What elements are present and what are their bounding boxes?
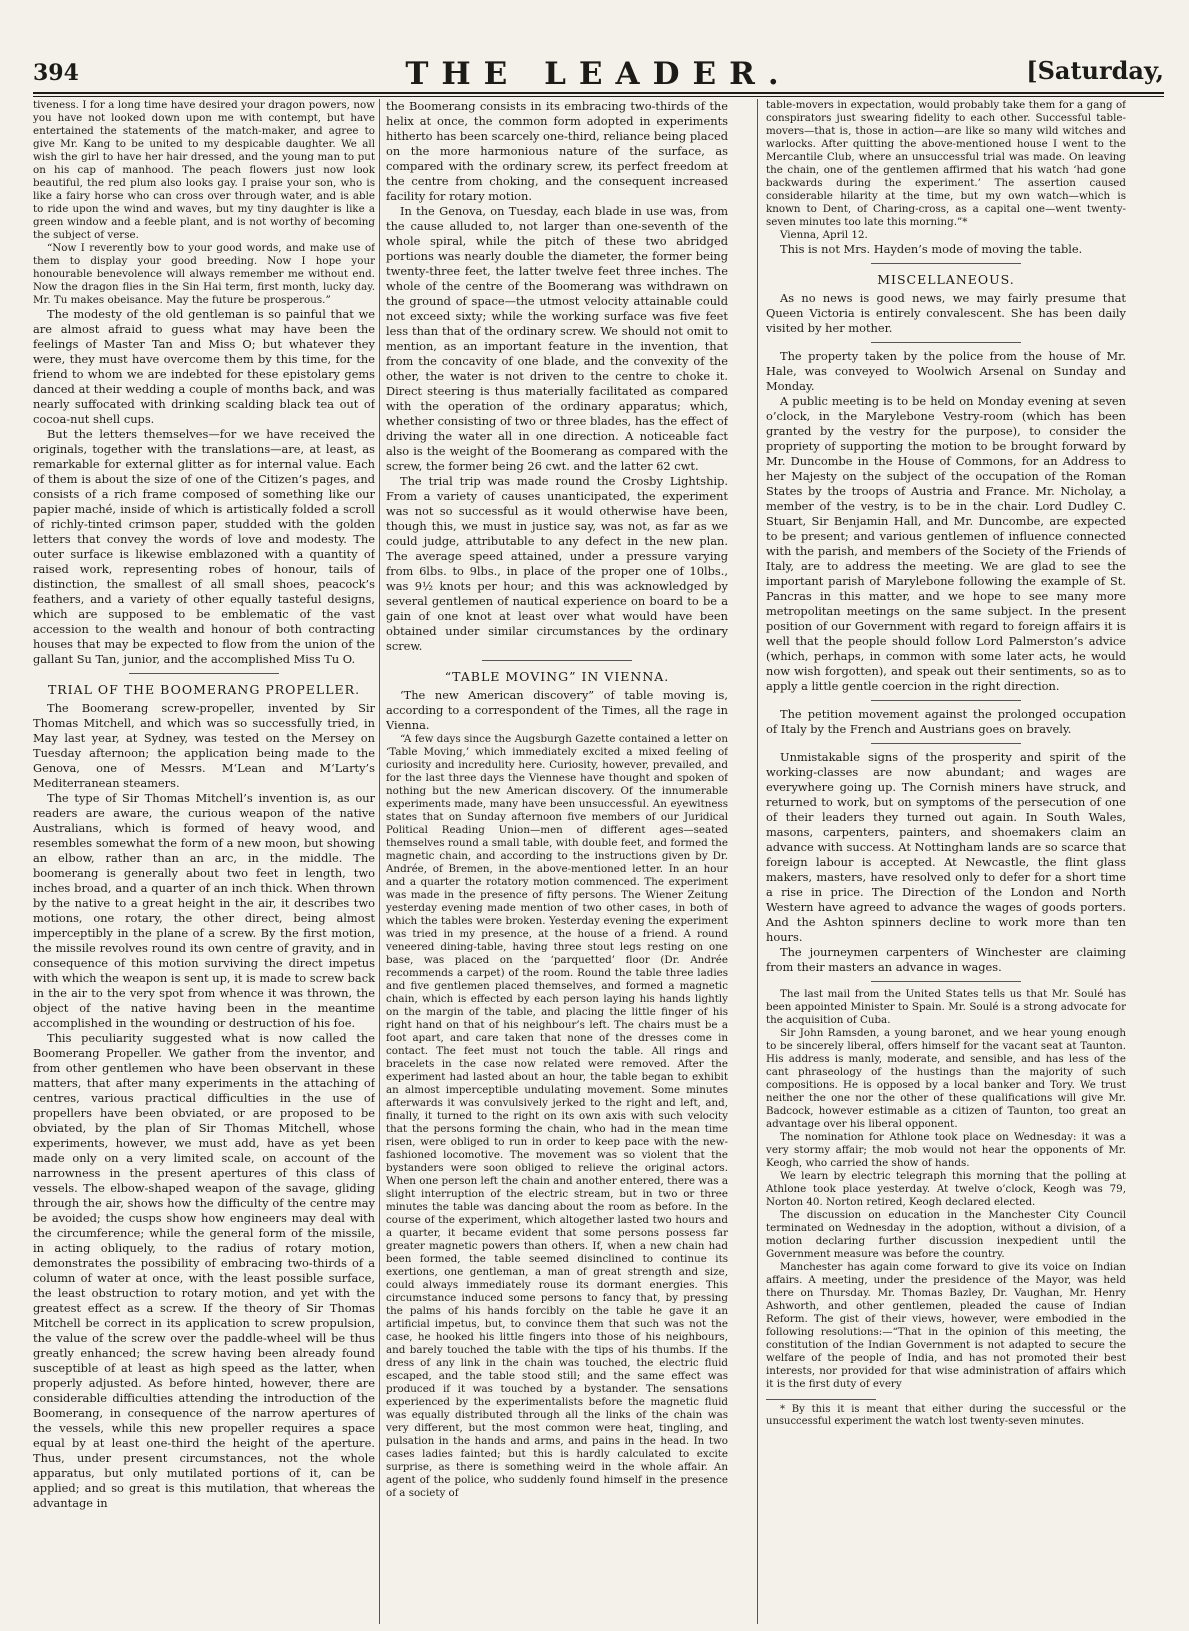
article-paragraph: The discussion on education in the Manchester City Council terminated on Wednesday in the adoption, without a division, of a motion declaring further discussion inexpedient until the Government measure was before the country. xyxy=(766,1209,1126,1260)
article-paragraph: As no news is good news, we may fairly presume that Queen Victoria is entirely convalescent. She has been daily visited by her mother. xyxy=(766,291,1126,335)
article-paragraph: tiveness. I for a long time have desired your dragon powers, now you have not looked down upon me with contempt, but have entertained the statements of the match-maker, and agree to give Mr. Kang to be united to my despicable daughter. We all wish the girl to have her hair dressed, and the young man to put on his cap of manhood. The peach flowers just now look beautiful, the red plum also looks gay. I praise your son, who is like a fairy horse who can cross over through water, and is able to ride upon the wind and waves, but my tiny daughter is like a green window and a feeble plant, and is not worthy of becoming the subject of verse. xyxy=(33,99,375,241)
header-rule-thin xyxy=(33,96,1164,97)
article-paragraph: table-movers in expectation, would probably take them for a gang of conspirators just swearing fidelity to each other. Successful table-movers—that is, those in action—are like so many wild witches and warlocks. After quitting the above-mentioned house I went to the Mercantile Club, where an unsuccessful trial was made. On leaving the chain, one of the gentlemen affirmed that his watch ‘had gone backwards during the experiment.’ The assertion caused considerable hilarity at the time, but my own watch—which is known to Dent, of Charing-cross, as a capital one—went twenty-seven minutes too late this morning.”* xyxy=(766,99,1126,228)
article-paragraph: Sir John Ramsden, a young baronet, and we hear young enough to be sincerely liberal, offers himself for the vacant seat at Taunton. His address is manly, moderate, and sensible, and has less of the cant phraseology of the hustings than the majority of such compositions. He is opposed by a local banker and Tory. We trust neither the one nor the other of these qualifications will give Mr. Badcock, however estimable as a citizen of Taunton, too great an advantage over his liberal opponent. xyxy=(766,1027,1126,1130)
article-paragraph: The journeymen carpenters of Winchester are claiming from their masters an advance in wages. xyxy=(766,945,1126,974)
article-paragraph: The petition movement against the prolonged occupation of Italy by the French and Austrians goes on bravely. xyxy=(766,707,1126,736)
article-paragraph: “Now I reverently bow to your good words, and make use of them to display your good breeding. Now I hope your honourable benevolence will always remember me without end. Now the dragon flies in the Sin Hai term, first month, lucky day. Mr. Tu makes obeisance. May the future be prosperous.” xyxy=(33,242,375,306)
masthead xyxy=(33,50,1164,90)
article-paragraph: A public meeting is to be held on Monday evening at seven o’clock, in the Marylebone Vestry-room (which has been granted by the vestry for the purpose), to consider the propriety of supporting the motion to be brought forward by Mr. Duncombe in the House of Commons, for an Address to her Majesty on the subject of the occupation of the Roman States by the troops of Austria and France. Mr. Nicholay, a member of the vestry, is to be in the chair. Lord Dudley C. Stuart, Sir Benjamin Hall, and Mr. Duncombe, are expected to be present; and various gentlemen of influence connected with the parish, and members of the Society of the Friends of Italy, are to address the meeting. We are glad to see the important parish of Marylebone following the example of St. Pancras in this matter, and we hope to see many more metropolitan meetings on the same subject. In the present position of our Government with regard to foreign affairs it is well that the people should follow Lord Palmerston’s advice (which, perhaps, in common with some later acts, he would now wish forgotten), and speak out their sentiments, so as to apply a little gentle coercion in the right direction. xyxy=(766,394,1126,693)
footnote: * By this it is meant that either during the successful or the unsuccessful experiment the watch lost twenty-seven minutes. xyxy=(766,1404,1126,1427)
article-paragraph: The trial trip was made round the Crosby Lightship. From a variety of causes unanticipated, the experiment was not so successful as it would otherwise have been, though this, we must in justice say, was not, as far as we could judge, attributable to any defect in the new plan. The average speed attained, under a pressure varying from 6lbs. to 9lbs., in place of the proper one of 10lbs., was 9½ knots per hour; and this was acknowledged by several gentlemen of nautical experience on board to be a gain of one knot at least over what would have been obtained under similar circumstances by the ordinary screw. xyxy=(386,474,728,653)
column-1 xyxy=(33,99,375,1624)
dateline: Vienna, April 12. xyxy=(780,229,868,241)
section-rule xyxy=(129,673,279,674)
article-paragraph: This peculiarity suggested what is now called the Boomerang Propeller. We gather from the inventor, and from other gentlemen who have been observant in these matters, that after many experiments in the attaching of centres, various practical difficulties in the use of propellers have been obviated, or are proposed to be obviated, by the plan of Sir Thomas Mitchell, whose experiments, however, we must add, have as yet been made only on a very limited scale, on account of the narrowness in the present apertures of this class of vessels. The elbow-shaped weapon of the savage, gliding through the air, shows how the difficulty of the centre may be avoided; the cusps show how engineers may deal with the circumference; while the general form of the missile, in acting obliquely, to the radius of rotary motion, demonstrates the possibility of embracing two-thirds of a column of water at once, with the least possible surface, the least obstruction to rotary motion, and yet with the greatest effect as a screw. If the theory of Sir Thomas Mitchell be correct in its application to screw propulsion, the value of the screw over the paddle-wheel will be thus greatly enhanced; the screw having been already found susceptible of at least as high speed as the latter, when properly adjusted. As before hinted, however, there are considerable difficulties attending the introduction of the Boomerang, in consequence of the narrow apertures of the vessels, while this new propeller requires a space equal by at least one-third the height of the aperture. Thus, under present circumstances, not the whole apparatus, but only mutilated portions of it, can be applied; and so great is this mutilation, that whereas the advantage in xyxy=(33,1031,375,1510)
section-rule xyxy=(482,660,632,661)
section-rule xyxy=(871,700,1021,701)
article-paragraph: In the Genova, on Tuesday, each blade in use was, from the cause alluded to, not larger than one-seventh of the whole spiral, while the pitch of these two abridged portions was nearly double the diameter, the former being twenty-three feet, the latter twelve feet three inches. The whole of the centre of the Boomerang was withdrawn on the ground of space—the utmost velocity attainable could not exceed sixty; while the working surface was five feet less than that of the ordinary screw. We should not omit to mention, as an important feature in the invention, that from the concavity of one blade, and the convexity of the other, the water is not driven to the centre to choke it. Direct steering is thus materially facilitated as compared with the operation of the ordinary apparatus; which, whether consisting of two or three blades, has the effect of driving the water all in one direction. A noticeable fact also is the weight of the Boomerang as compared with the screw, the former being 26 cwt. and the latter 62 cwt. xyxy=(386,204,728,473)
article-paragraph: Manchester has again come forward to give its voice on Indian affairs. A meeting, under the presidence of the Mayor, was held there on Thursday. Mr. Thomas Bazley, Dr. Vaughan, Mr. Henry Ashworth, and other gentlemen, pleaded the cause of Indian Reform. The gist of their views, however, were embodied in the following resolutions:—“That in the opinion of this meeting, the constitution of the Indian Government is not adapted to secure the welfare of the people of India, and has not promoted their best interests, nor provided for that wise administration of affairs which it is the first duty of every xyxy=(766,1261,1126,1390)
column-3 xyxy=(766,99,1126,1624)
article-paragraph: “A few days since the Augsburgh Gazette contained a letter on ‘Table Moving,’ which immediately excited a mixed feeling of curiosity and incredulity here. Curiosity, however, prevailed, and for the last three days the Viennese have thought and spoken of nothing but the new American discovery. Of the innumerable experiments made, many have been unsuccessful. An eyewitness states that on Sunday afternoon five members of our Juridical Political Reading Union—men of different ages—seated themselves round a small table, with double feet, and formed the magnetic chain, and according to the instructions given by Dr. Andrée, of Bremen, in the above-mentioned letter. In an hour and a quarter the rotatory motion commenced. The experiment was made in the presence of fifty persons. The Wiener Zeitung yesterday evening made mention of two other cases, in both of which the tables were broken. Yesterday evening the experiment was tried in my presence, at the house of a friend. A round veneered dining-table, having three stout legs resting on one base, was placed on the ‘parquetted’ floor (Dr. Andrée recommends a carpet) of the room. Round the table three ladies and five gentlemen placed themselves, and formed a magnetic chain, which is effected by each person laying his hands lightly on the margin of the table, and placing the little finger of his right hand on that of his neighbour’s left. The chairs must be a foot apart, and care taken that none of the dresses come in contact. The feet must not touch the table. All rings and bracelets in the case now related were removed. After the experiment had lasted about an hour, the table began to exhibit an almost imperceptible undulating movement. Some minutes afterwards it was convulsively jerked to the right and left, and, finally, it turned to the right on its own axis with such velocity that the persons forming the chain, who had in the mean time risen, were obliged to run in order to keep pace with the new-fashioned locomotive. The movement was so violent that the bystanders were soon obliged to relieve the original actors. When one person left the chain and another entered, there was a slight interruption of the electric stream, but in two or three minutes the table was dancing about the room as before. In the course of the experiment, which altogether lasted two hours and a quarter, it became evident that some persons possess far greater magnetic powers than others. If, when a new chain had been formed, the table seemed disinclined to continue its exertions, one gentleman, a man of great strength and size, could always immediately rouse its dormant energies. This circumstance induced some persons to fancy that, by pressing the palms of his hands forcibly on the table he gave it an artificial impetus, but, to convince them that such was not the case, he hooked his little fingers into those of his neighbours, and barely touched the table with the tips of his thumbs. If the dress of any link in the chain was touched, the electric fluid escaped, and the table stood still; and the same effect was produced if it was touched by a bystander. The sensations experienced by the experimentalists before the magnetic fluid was equally distributed through all the links of the chain was very different, but the most common were heat, tingling, and pulsation in the hands and arms, and pains in the head. In two cases ladies fainted; but this is hardly calculated to excite surprise, as there is something weird in the whole affair. An agent of the police, who suddenly found himself in the presence of a society of xyxy=(386,733,728,1499)
article-heading: MISCELLANEOUS. xyxy=(877,272,1015,287)
article-paragraph: Unmistakable signs of the prosperity and spirit of the working-classes are now abundant; and wages are everywhere going up. The Cornish miners have struck, and returned to work, but on symptoms of the persecution of one of their leaders they turned out again. In South Wales, masons, carpenters, painters, and shoemakers claim an advance with success. At Nottingham lands are so scarce that foreign labour is accepted. At Newcastle, the flint glass makers, masters, have resolved only to defer for a short time a rise in price. The Direction of the London and North Western have agreed to advance the wages of goods porters. And the Ashton spinners decline to work more than ten hours. xyxy=(766,750,1126,944)
issue-day: [Saturday, xyxy=(1026,56,1164,85)
article-paragraph: The last mail from the United States tells us that Mr. Soulé has been appointed Minister to Spain. Mr. Soulé is a strong advocate for the acquisition of Cuba. xyxy=(766,988,1126,1026)
section-rule xyxy=(871,263,1021,264)
article-heading: TRIAL OF THE BOOMERANG PROPELLER. xyxy=(47,682,361,697)
section-rule xyxy=(871,342,1021,343)
article-paragraph: ‘The new American discovery” of table moving is, according to a correspondent of the Times, all the rage in Vienna. xyxy=(386,688,728,732)
article-paragraph: The nomination for Athlone took place on Wednesday: it was a very stormy affair; the mob would not hear the opponents of Mr. Keogh, who carried the show of hands. xyxy=(766,1131,1126,1169)
article-paragraph: the Boomerang consists in its embracing two-thirds of the helix at once, the common form adopted in experiments hitherto has been scarcely one-third, reliance being placed on the more harmonious nature of the surface, as compared with the ordinary screw, its perfect freedom at the centre from choking, and the consequent increased facility for rotary motion. xyxy=(386,99,728,203)
section-rule xyxy=(871,743,1021,744)
article-paragraph: The Boomerang screw-propeller, invented by Sir Thomas Mitchell, and which was so successfully tried, in May last year, at Sydney, was tested on the Mersey on Tuesday afternoon; the application being made to the Genova, one of Messrs. M‘Lean and M‘Larty’s Mediterranean steamers. xyxy=(33,701,375,790)
footnote-rule xyxy=(766,1399,876,1400)
section-rule xyxy=(871,981,1021,982)
article-paragraph: The modesty of the old gentleman is so painful that we are almost afraid to guess what may have been the feelings of Master Tan and Miss O; but whatever they were, they must have overcome them by this time, for the friend to whom we are indebted for these epistolary gems danced at their wedding a couple of months back, and was nearly suffocated with drinking scalding black tea out of cocoa-nut shell cups. xyxy=(33,307,375,426)
article-paragraph: The property taken by the police from the house of Mr. Hale, was conveyed to Woolwich Arsenal on Sunday and Monday. xyxy=(766,349,1126,393)
article-paragraph: The type of Sir Thomas Mitchell’s invention is, as our readers are aware, the curious weapon of the native Australians, which is formed of heavy wood, and resembles somewhat the form of a new moon, but showing an elbow, rather than an arc, in the middle. The boomerang is generally about two feet in length, two inches broad, and a quarter of an inch thick. When thrown by the native to a great height in the air, it describes two motions, one rotary, the other direct, being almost imperceptibly in the plane of a screw. By the first motion, the missile revolves round its own centre of gravity, and in consequence of this motion surviving the direct impetus with which the weapon is sent up, it is made to screw back in the air to the very spot from whence it was thrown, the object of the native having been in the meantime accomplished in the wounding or destruction of his foe. xyxy=(33,791,375,1030)
article-heading: “TABLE MOVING” IN VIENNA. xyxy=(444,669,670,684)
article-paragraph: This is not Mrs. Hayden’s mode of moving the table. xyxy=(780,242,1083,256)
column-divider xyxy=(379,99,380,1624)
header-rule xyxy=(33,92,1164,94)
column-2 xyxy=(386,99,728,1624)
column-divider xyxy=(757,99,758,1624)
article-paragraph: But the letters themselves—for we have received the originals, together with the translations—are, at least, as remarkable for external glitter as for internal value. Each of them is about the size of one of the Citizen’s pages, and consists of a rich frame composed of something like our papier maché, inside of which is artistically folded a scroll of richly-tinted crimson paper, studded with the golden letters that convey the words of love and modesty. The outer surface is likewise emblazoned with a quantity of raised work, representing robes of honour, tails of distinction, the smallest of all small shoes, peacock’s feathers, and a variety of other equally tasteful designs, which are supposed to be emblematic of the vast accession to the wealth and honour of both contracting houses that may be expected to flow from the union of the gallant Su Tan, junior, and the accomplished Miss Tu O. xyxy=(33,427,375,666)
article-paragraph: We learn by electric telegraph this morning that the polling at Athlone took place yesterday. At twelve o’clock, Keogh was 79, Norton 40. Norton retired, Keogh declared elected. xyxy=(766,1170,1126,1208)
page-number: 394 xyxy=(33,60,79,86)
newspaper-title: THE LEADER. xyxy=(405,56,792,92)
